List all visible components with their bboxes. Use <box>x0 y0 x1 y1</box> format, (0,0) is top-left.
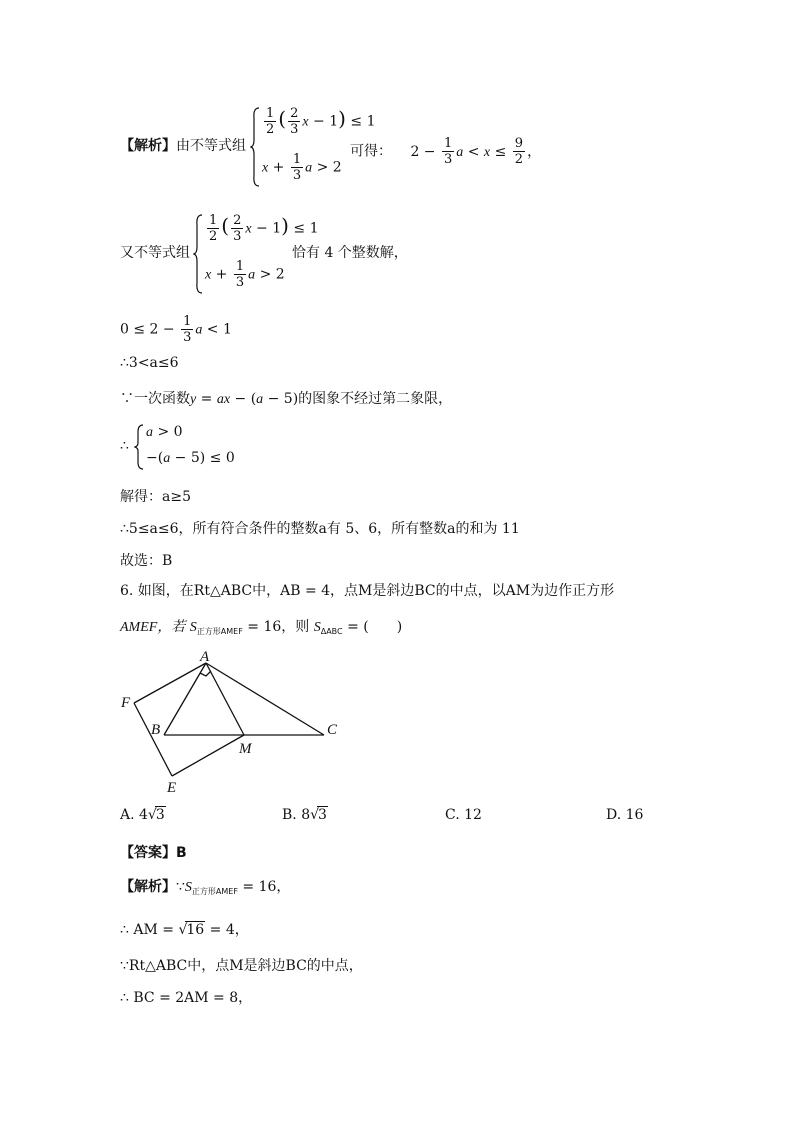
option-c[interactable]: C. 12 <box>445 807 482 823</box>
option-b[interactable]: B. 8√3 <box>282 807 327 823</box>
solution-q6-line-3: ∵Rt△ABC中，点M是斜边BC的中点， <box>120 958 363 974</box>
l2-post: 恰有 4 个整数解， <box>292 245 408 261</box>
label-b: B <box>151 722 161 738</box>
solution-line-8: ∴5≤a≤6，所有符合条件的整数a有 5、6，所有整数a的和为 11 <box>120 521 520 537</box>
geometry-figure <box>110 645 350 795</box>
left-brace-icon <box>134 424 144 470</box>
left-brace-icon <box>250 106 260 188</box>
inequality-system-3: a > 0 −(a − 5) ≤ 0 <box>134 424 234 474</box>
question-6-line-1: 6. 如图，在Rt△ABC中，AB = 4，点M是斜边BC的中点，以AM为边作正方形 <box>120 583 615 599</box>
inequality-system-2: $\frac{1}{2}$ ( $\frac{2}{3}$ x − 1) ≤ 1 x + $\frac{1}{3}$ a > 2 <box>193 213 293 295</box>
l1-pre: 由不等式组 <box>176 138 246 154</box>
label-f: F <box>121 695 131 711</box>
segment-fe <box>134 703 172 776</box>
solution-q6-line-1: 【解析】$\because S_{正方形AMEF} = 16$， <box>120 879 291 896</box>
segment-ac <box>206 663 324 735</box>
option-d[interactable]: D. 16 <box>606 807 644 823</box>
label-a: A <box>200 649 210 665</box>
solution-q6-line-4: ∴ BC = 2AM = 8， <box>120 990 253 1006</box>
segment-af <box>134 663 206 703</box>
solution-line-5: ∵一次函数y = ax − (a − 5)的图象不经过第二象限， <box>120 391 453 407</box>
tag-jiexi: 【解析】 <box>120 138 176 154</box>
solution-q6-line-2: ∴ AM = √16 = 4， <box>120 922 249 938</box>
solution-line-4: ∴3<a≤6 <box>120 355 179 371</box>
solution-line-3: 0 ≤ 2 − $\frac{1}{3}$ a < 1 <box>120 314 232 345</box>
label-m: M <box>239 741 252 757</box>
label-c: C <box>327 722 338 738</box>
left-brace-icon <box>193 213 203 295</box>
segment-ab <box>164 663 206 735</box>
inequality-system-1: $\frac{1}{2}$ ( $\frac{2}{3}$ x − 1) ≤ 1 x + $\frac{1}{3}$ a > 2 <box>250 106 350 188</box>
therefore-symbol: ∴ <box>120 438 129 454</box>
option-a[interactable]: A. 4√3 <box>120 807 165 823</box>
solution-line-9: 故选：B <box>120 553 173 569</box>
right-angle-mark <box>200 671 211 676</box>
question-6-line-2: AMEF，若 $S_{正方形AMEF} = 16$，则 $S_{\Delta ABC}$ = ( ) <box>120 619 403 636</box>
solution-line-2: 又不等式组 <box>120 245 190 261</box>
segment-em <box>172 735 244 776</box>
label-e: E <box>167 780 177 795</box>
segment-am <box>206 663 244 735</box>
solution-line-7: 解得：a≥5 <box>120 489 191 505</box>
l1-mid: 可得： 2 − $\frac{1}{3}$ a < x ≤ $\frac{9}{2}$ ， <box>350 136 542 167</box>
solution-line-1 <box>120 136 246 156</box>
answer-line: 【答案】B <box>120 845 187 861</box>
